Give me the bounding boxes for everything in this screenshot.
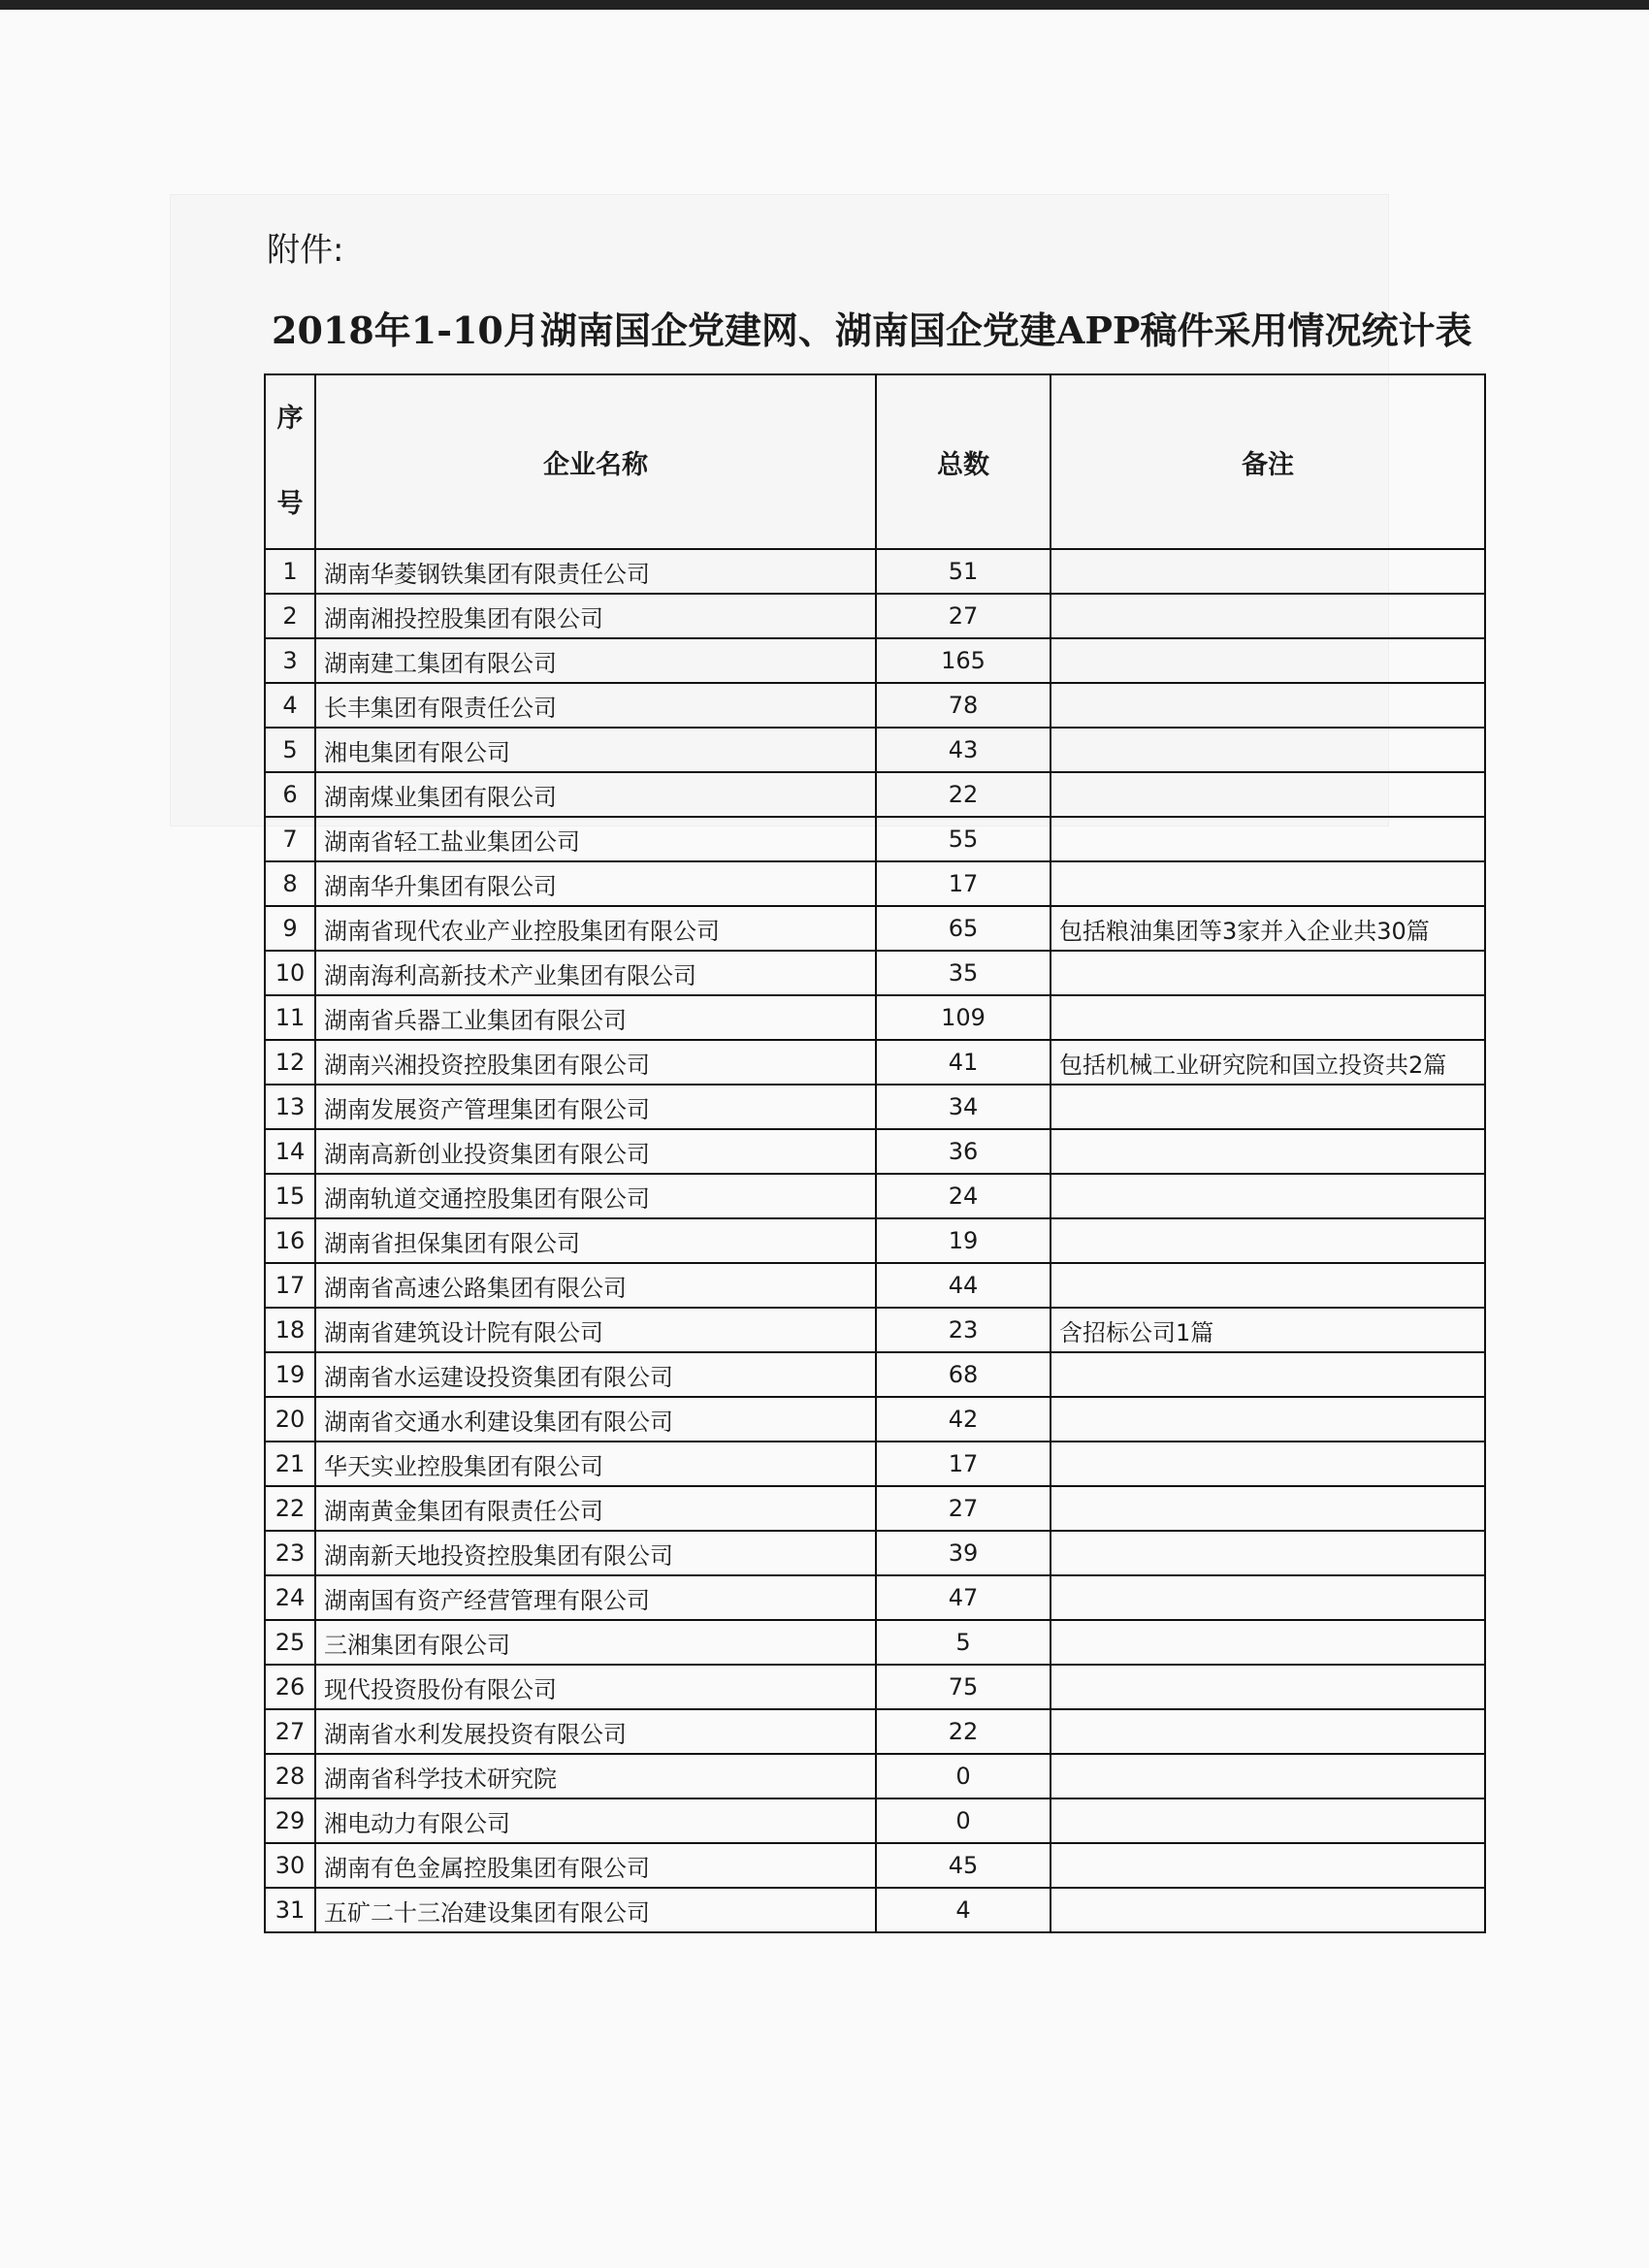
row-no: 10 — [265, 951, 315, 995]
row-no: 16 — [265, 1218, 315, 1263]
row-company-name: 湖南建工集团有限公司 — [315, 638, 876, 683]
row-company-name: 湖南湘投控股集团有限公司 — [315, 594, 876, 638]
row-remark — [1051, 817, 1485, 861]
row-total: 5 — [876, 1620, 1051, 1665]
row-total: 47 — [876, 1575, 1051, 1620]
table-row — [265, 1397, 1485, 1442]
row-company-name: 湖南煤业集团有限公司 — [315, 772, 876, 817]
table-body — [265, 549, 1485, 1932]
row-total: 165 — [876, 638, 1051, 683]
row-company-name: 华天实业控股集团有限公司 — [315, 1442, 876, 1486]
statistics-table — [264, 373, 1486, 1933]
row-remark — [1051, 1263, 1485, 1308]
row-company-name: 长丰集团有限责任公司 — [315, 683, 876, 728]
table-row — [265, 772, 1485, 817]
header-no-top: 序 — [276, 404, 304, 434]
row-company-name: 湖南黄金集团有限责任公司 — [315, 1486, 876, 1531]
table-row — [265, 1709, 1485, 1754]
row-no: 17 — [265, 1263, 315, 1308]
row-no: 13 — [265, 1085, 315, 1129]
table-row — [265, 549, 1485, 594]
row-total: 17 — [876, 1442, 1051, 1486]
row-remark — [1051, 772, 1485, 817]
row-remark — [1051, 1620, 1485, 1665]
row-company-name: 湖南华菱钢铁集团有限责任公司 — [315, 549, 876, 594]
row-company-name: 湘电集团有限公司 — [315, 728, 876, 772]
row-company-name: 湖南省高速公路集团有限公司 — [315, 1263, 876, 1308]
table-row — [265, 1442, 1485, 1486]
row-no: 24 — [265, 1575, 315, 1620]
row-no: 9 — [265, 906, 315, 951]
row-remark — [1051, 683, 1485, 728]
table-row — [265, 1665, 1485, 1709]
row-no: 22 — [265, 1486, 315, 1531]
table-row — [265, 817, 1485, 861]
row-total: 68 — [876, 1352, 1051, 1397]
table-row — [265, 683, 1485, 728]
row-total: 36 — [876, 1129, 1051, 1174]
table-row — [265, 1620, 1485, 1665]
table-row — [265, 906, 1485, 951]
row-remark: 包括机械工业研究院和国立投资共2篇 — [1051, 1040, 1485, 1085]
row-total: 43 — [876, 728, 1051, 772]
table-row — [265, 1486, 1485, 1531]
row-total: 35 — [876, 951, 1051, 995]
row-total: 0 — [876, 1754, 1051, 1798]
row-remark — [1051, 1085, 1485, 1129]
row-remark — [1051, 1486, 1485, 1531]
row-no: 5 — [265, 728, 315, 772]
row-remark — [1051, 1575, 1485, 1620]
row-remark — [1051, 594, 1485, 638]
row-company-name: 现代投资股份有限公司 — [315, 1665, 876, 1709]
row-remark — [1051, 1174, 1485, 1218]
row-remark — [1051, 1665, 1485, 1709]
header-no — [265, 374, 315, 549]
attachment-label: 附件: — [267, 231, 344, 270]
header-remark: 备注 — [1051, 374, 1485, 549]
table-row — [265, 1352, 1485, 1397]
row-no: 4 — [265, 683, 315, 728]
row-no: 3 — [265, 638, 315, 683]
row-no: 25 — [265, 1620, 315, 1665]
row-no: 31 — [265, 1888, 315, 1932]
row-total: 65 — [876, 906, 1051, 951]
row-no: 8 — [265, 861, 315, 906]
row-company-name: 湖南兴湘投资控股集团有限公司 — [315, 1040, 876, 1085]
row-no: 14 — [265, 1129, 315, 1174]
row-company-name: 湖南省建筑设计院有限公司 — [315, 1308, 876, 1352]
row-remark — [1051, 1754, 1485, 1798]
row-remark — [1051, 1129, 1485, 1174]
header-name: 企业名称 — [315, 374, 876, 549]
row-no: 21 — [265, 1442, 315, 1486]
row-company-name: 湖南轨道交通控股集团有限公司 — [315, 1174, 876, 1218]
row-total: 109 — [876, 995, 1051, 1040]
table-row — [265, 1308, 1485, 1352]
row-remark — [1051, 861, 1485, 906]
row-no: 23 — [265, 1531, 315, 1575]
row-no: 30 — [265, 1843, 315, 1888]
row-company-name: 湖南省科学技术研究院 — [315, 1754, 876, 1798]
row-total: 22 — [876, 1709, 1051, 1754]
table-row — [265, 594, 1485, 638]
row-remark — [1051, 1798, 1485, 1843]
header-no-bottom: 号 — [276, 489, 304, 519]
row-no: 11 — [265, 995, 315, 1040]
row-company-name: 湖南省担保集团有限公司 — [315, 1218, 876, 1263]
row-company-name: 湖南省现代农业产业控股集团有限公司 — [315, 906, 876, 951]
row-company-name: 湖南新天地投资控股集团有限公司 — [315, 1531, 876, 1575]
table-row — [265, 1575, 1485, 1620]
row-total: 4 — [876, 1888, 1051, 1932]
row-company-name: 湖南发展资产管理集团有限公司 — [315, 1085, 876, 1129]
row-no: 7 — [265, 817, 315, 861]
row-total: 39 — [876, 1531, 1051, 1575]
row-company-name: 湖南省交通水利建设集团有限公司 — [315, 1397, 876, 1442]
row-total: 42 — [876, 1397, 1051, 1442]
row-remark — [1051, 1888, 1485, 1932]
table-row — [265, 1888, 1485, 1932]
row-total: 41 — [876, 1040, 1051, 1085]
table-row — [265, 1174, 1485, 1218]
table-row — [265, 728, 1485, 772]
scan-top-edge — [0, 0, 1649, 10]
header-total: 总数 — [876, 374, 1051, 549]
row-no: 27 — [265, 1709, 315, 1754]
row-no: 1 — [265, 549, 315, 594]
row-no: 19 — [265, 1352, 315, 1397]
row-no: 26 — [265, 1665, 315, 1709]
row-total: 24 — [876, 1174, 1051, 1218]
row-remark — [1051, 1843, 1485, 1888]
table-row — [265, 1085, 1485, 1129]
row-company-name: 湖南海利高新技术产业集团有限公司 — [315, 951, 876, 995]
row-company-name: 湖南省水利发展投资有限公司 — [315, 1709, 876, 1754]
row-remark — [1051, 549, 1485, 594]
row-remark: 包括粮油集团等3家并入企业共30篇 — [1051, 906, 1485, 951]
row-total: 19 — [876, 1218, 1051, 1263]
row-total: 55 — [876, 817, 1051, 861]
table-row — [265, 861, 1485, 906]
table-row — [265, 1843, 1485, 1888]
document-title: 2018年1-10月湖南国企党建网、湖南国企党建APP稿件采用情况统计表 — [272, 308, 1472, 352]
row-total: 23 — [876, 1308, 1051, 1352]
row-company-name: 三湘集团有限公司 — [315, 1620, 876, 1665]
row-no: 2 — [265, 594, 315, 638]
row-total: 75 — [876, 1665, 1051, 1709]
row-remark — [1051, 1397, 1485, 1442]
row-remark — [1051, 1218, 1485, 1263]
row-no: 20 — [265, 1397, 315, 1442]
row-no: 15 — [265, 1174, 315, 1218]
row-no: 6 — [265, 772, 315, 817]
row-remark — [1051, 728, 1485, 772]
row-company-name: 五矿二十三冶建设集团有限公司 — [315, 1888, 876, 1932]
row-total: 45 — [876, 1843, 1051, 1888]
table-row — [265, 1218, 1485, 1263]
row-total: 27 — [876, 594, 1051, 638]
table-row — [265, 638, 1485, 683]
row-company-name: 湖南省轻工盐业集团公司 — [315, 817, 876, 861]
row-no: 12 — [265, 1040, 315, 1085]
row-total: 27 — [876, 1486, 1051, 1531]
row-total: 0 — [876, 1798, 1051, 1843]
row-remark — [1051, 1531, 1485, 1575]
row-remark — [1051, 638, 1485, 683]
row-remark — [1051, 1442, 1485, 1486]
row-remark — [1051, 1709, 1485, 1754]
table-header-row — [265, 374, 1485, 549]
row-company-name: 湖南省兵器工业集团有限公司 — [315, 995, 876, 1040]
table-row — [265, 995, 1485, 1040]
row-company-name: 湖南有色金属控股集团有限公司 — [315, 1843, 876, 1888]
row-total: 78 — [876, 683, 1051, 728]
row-no: 18 — [265, 1308, 315, 1352]
table-row — [265, 1263, 1485, 1308]
row-remark — [1051, 951, 1485, 995]
row-company-name: 湖南华升集团有限公司 — [315, 861, 876, 906]
row-total: 44 — [876, 1263, 1051, 1308]
row-company-name: 湘电动力有限公司 — [315, 1798, 876, 1843]
table-row — [265, 951, 1485, 995]
row-no: 28 — [265, 1754, 315, 1798]
row-company-name: 湖南国有资产经营管理有限公司 — [315, 1575, 876, 1620]
row-remark: 含招标公司1篇 — [1051, 1308, 1485, 1352]
table-row — [265, 1129, 1485, 1174]
row-remark — [1051, 1352, 1485, 1397]
row-no: 29 — [265, 1798, 315, 1843]
row-total: 22 — [876, 772, 1051, 817]
table-row — [265, 1798, 1485, 1843]
table-row — [265, 1754, 1485, 1798]
row-company-name: 湖南高新创业投资集团有限公司 — [315, 1129, 876, 1174]
row-total: 17 — [876, 861, 1051, 906]
table-row — [265, 1531, 1485, 1575]
row-total: 34 — [876, 1085, 1051, 1129]
row-remark — [1051, 995, 1485, 1040]
row-company-name: 湖南省水运建设投资集团有限公司 — [315, 1352, 876, 1397]
table-row — [265, 1040, 1485, 1085]
row-total: 51 — [876, 549, 1051, 594]
